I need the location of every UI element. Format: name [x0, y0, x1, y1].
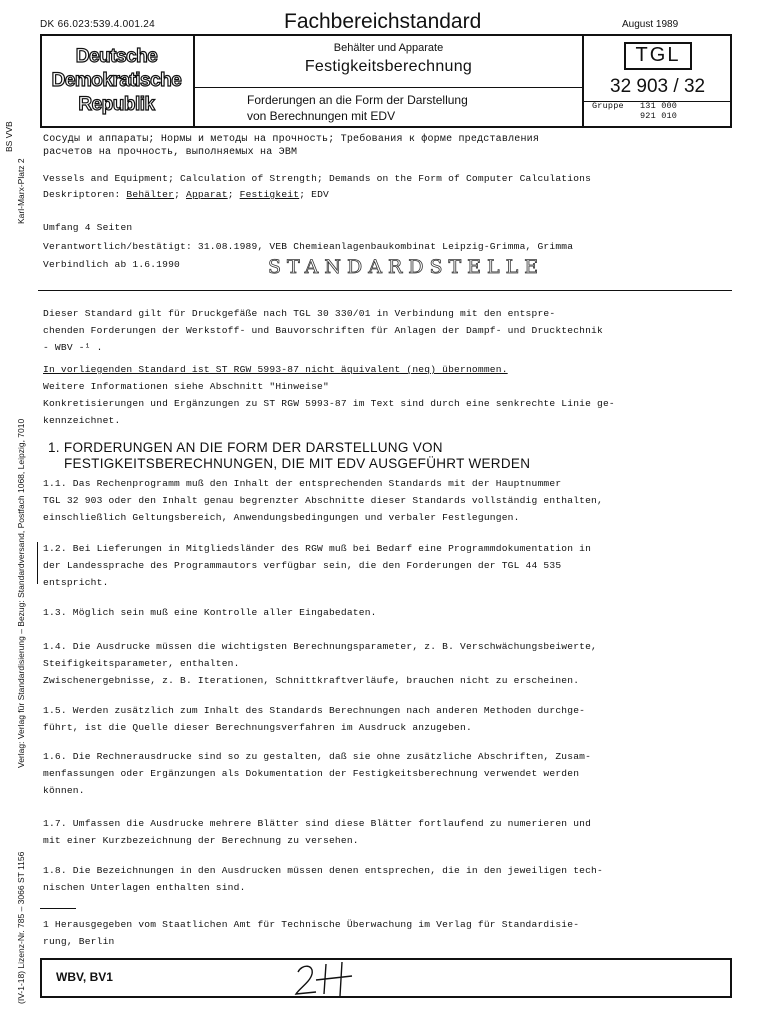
konkretisierung — [43, 395, 615, 429]
footnote-line: rung, Berlin — [43, 936, 115, 947]
para-line: Zwischenergebnisse, z. B. Iterationen, Schnittkraftverläufe, brauchen nicht zu erscheinen. — [43, 675, 580, 686]
gruppe-value-1: 131 000 — [640, 101, 678, 111]
heading-line-2: FESTIGKEITSBERECHNUNGEN, DIE MIT EDV AUSGEFÜHRT WERDEN — [64, 456, 531, 471]
umfang: Umfang 4 Seiten — [43, 222, 133, 233]
paragraph-1-6 — [43, 748, 591, 799]
para-line: Steifigkeitsparameter, enthalten. — [43, 658, 240, 669]
footnote-rule — [40, 908, 76, 909]
para-line: 1.6. Die Rechnerausdrucke sind so zu gestalten, daß sie ohne zusätzliche Abschriften, Zusam- — [43, 751, 592, 762]
logo-line-3: Republik — [78, 94, 155, 115]
paragraph-1-7 — [43, 815, 591, 849]
subtitle-line-2: von Berechnungen mit EDV — [247, 109, 396, 123]
tgl-cell — [584, 34, 732, 128]
margin-license: (IV-1-18) Lizenz-Nr. 785 – 3066 ST 1156 — [16, 851, 26, 1004]
para-line: 1.1. Das Rechenprogramm muß den Inhalt der entsprechenden Standards mit der Hauptnummer — [43, 478, 562, 489]
para-line: nischen Unterlagen enthalten sind. — [43, 882, 246, 893]
gruppe-label: Gruppe — [592, 101, 624, 111]
para-line: TGL 32 903 oder den Inhalt genau begrenzter Abschnitte dieser Standards vollständig enthalten, — [43, 495, 603, 506]
russian-line-1: Сосуды и аппараты; Нормы и методы на прочность; Требования к форме представления — [43, 134, 540, 145]
konkret-line-2: kennzeichnet. — [43, 415, 121, 426]
deskriptoren-label: Deskriptoren: — [43, 189, 121, 200]
para-line: 1.4. Die Ausdrucke müssen die wichtigsten Berechnungsparameter, z. B. Verschwächungsbeiwerte, — [43, 641, 598, 652]
deskriptoren: Deskriptoren: Behälter; Apparat; Festigkeit; EDV — [43, 189, 330, 200]
ddr-logo — [40, 34, 195, 128]
para-line: einschließlich Geltungsbereich, Anwendungsbedingungen und verbaler Festlegungen. — [43, 512, 520, 523]
tgl-number: 32 903 / 32 — [610, 76, 706, 97]
subject-line: Behälter und Apparate — [333, 42, 444, 54]
para-line: der Landessprache des Programmautors verfügbar sein, die den Forderungen der TGL 44 535 — [43, 560, 562, 571]
section-heading — [48, 440, 530, 472]
para-line: entspricht. — [43, 577, 109, 588]
english-title: Vessels and Equipment; Calculation of Strength; Demands on the Form of Computer Calculations — [43, 173, 592, 184]
para-line: 1.3. Möglich sein muß eine Kontrolle aller Eingabedaten. — [43, 607, 377, 618]
para-line: 1.8. Die Bezeichnungen in den Ausdrucken müssen denen entsprechen, die in den jeweiligen tech- — [43, 865, 603, 876]
preamble-line-1: Dieser Standard gilt für Druckgefäße nach TGL 30 330/01 in Verbindung mit den entspre- — [43, 308, 556, 319]
paragraph-1-3 — [43, 604, 377, 621]
preamble-line-2: chenden Forderungen der Werkstoff- und Bauvorschriften für Anlagen der Dampf- und Drucktechnik — [43, 325, 603, 336]
footnote — [43, 916, 579, 950]
margin-top-left-1: BS VVB — [4, 121, 14, 152]
preamble-line-3: - WBV -¹ . — [43, 342, 103, 353]
footer-label: WBV, BV1 — [56, 970, 113, 984]
paragraph-1-1 — [43, 475, 603, 526]
rule — [38, 290, 732, 291]
heading-line-1: 1. FORDERUNGEN AN DIE FORM DER DARSTELLUNG VON — [48, 440, 443, 455]
para-line: 1.2. Bei Lieferungen in Mitgliedsländer des RGW muß bei Bedarf eine Programmdokumentation in — [43, 543, 592, 554]
subtitle-line-1: Forderungen an die Form der Darstellung — [247, 93, 468, 107]
para-line: 1.7. Umfassen die Ausdrucke mehrere Blätter sind diese Blätter fortlaufend zu numerieren und — [43, 818, 592, 829]
para-line: können. — [43, 785, 85, 796]
footer-box — [40, 958, 732, 998]
konkret-line-1: Konkretisierungen und Ergänzungen zu ST RGW 5993-87 im Text sind durch eine senkrechte Linie ge- — [43, 398, 615, 409]
subject-upper — [195, 34, 582, 88]
logo-line-2: Demokratische — [51, 70, 182, 91]
paragraph-1-2 — [43, 540, 591, 591]
paragraph-1-8 — [43, 862, 603, 896]
russian-line-2: расчетов на прочность, выполняемых на ЭВМ — [43, 147, 298, 158]
preamble — [43, 305, 603, 356]
dk-classification: DK 66.023:539.4.001.24 — [40, 19, 156, 30]
footnote-line: 1 Herausgegeben vom Staatlichen Amt für Technische Überwachung im Verlag für Standardisie- — [43, 919, 580, 930]
tgl-label: TGL — [624, 42, 692, 70]
deskriptor-1: Behälter — [126, 189, 175, 200]
document-type-title: Fachbereichstandard — [284, 10, 482, 33]
para-line: 1.5. Werden zusätzlich zum Inhalt des Standards Berechnungen nach anderen Methoden durchge- — [43, 705, 586, 716]
deskriptor-2: Apparat — [186, 189, 228, 200]
issue-date: August 1989 — [622, 19, 679, 30]
verbindlich: Verbindlich ab 1.6.1990 — [43, 259, 181, 270]
subject-cell — [195, 34, 584, 128]
paragraph-1-5 — [43, 702, 585, 736]
gruppe-value-2: 921 010 — [640, 111, 678, 121]
deskriptor-3: Festigkeit — [239, 189, 300, 200]
equivalence-note: In vorliegenden Standard ist ST RGW 5993-87 nicht äquivalent (neq) übernommen. — [43, 364, 508, 375]
topic-line: Festigkeitsberechnung — [304, 58, 473, 75]
more-info: Weitere Informationen siehe Abschnitt "Hinweise" — [43, 381, 329, 392]
para-line: führt, ist die Quelle dieser Berechnungsverfahren im Ausdruck anzugeben. — [43, 722, 472, 733]
russian-title — [43, 133, 539, 159]
margin-publisher: Verlag: Verlag für Standardisierung – Bezug: Standardversand, Postfach 1068, Leipzig, 7010 — [16, 418, 26, 768]
handwritten-page-number — [292, 958, 362, 998]
para-line: menfassungen oder Ergänzungen als Dokumentation der Festigkeitsberechnung verwendet werden — [43, 768, 580, 779]
change-marker — [37, 542, 38, 584]
logo-line-1: Deutsche — [75, 46, 158, 67]
standardstelle-stamp: STANDARDSTELLE — [268, 256, 545, 278]
para-line: mit einer Kurzbezeichnung der Berechnung zu versehen. — [43, 835, 359, 846]
deskriptor-4: EDV — [311, 189, 330, 200]
paragraph-1-4 — [43, 638, 597, 689]
subtitle — [247, 92, 468, 124]
margin-top-left-2: Karl-Marx-Platz 2 — [16, 158, 26, 224]
verantwortlich: Verantwortlich/bestätigt: 31.08.1989, VEB Chemieanlagenbaukombinat Leipzig-Grimma, Grimma — [43, 241, 574, 252]
